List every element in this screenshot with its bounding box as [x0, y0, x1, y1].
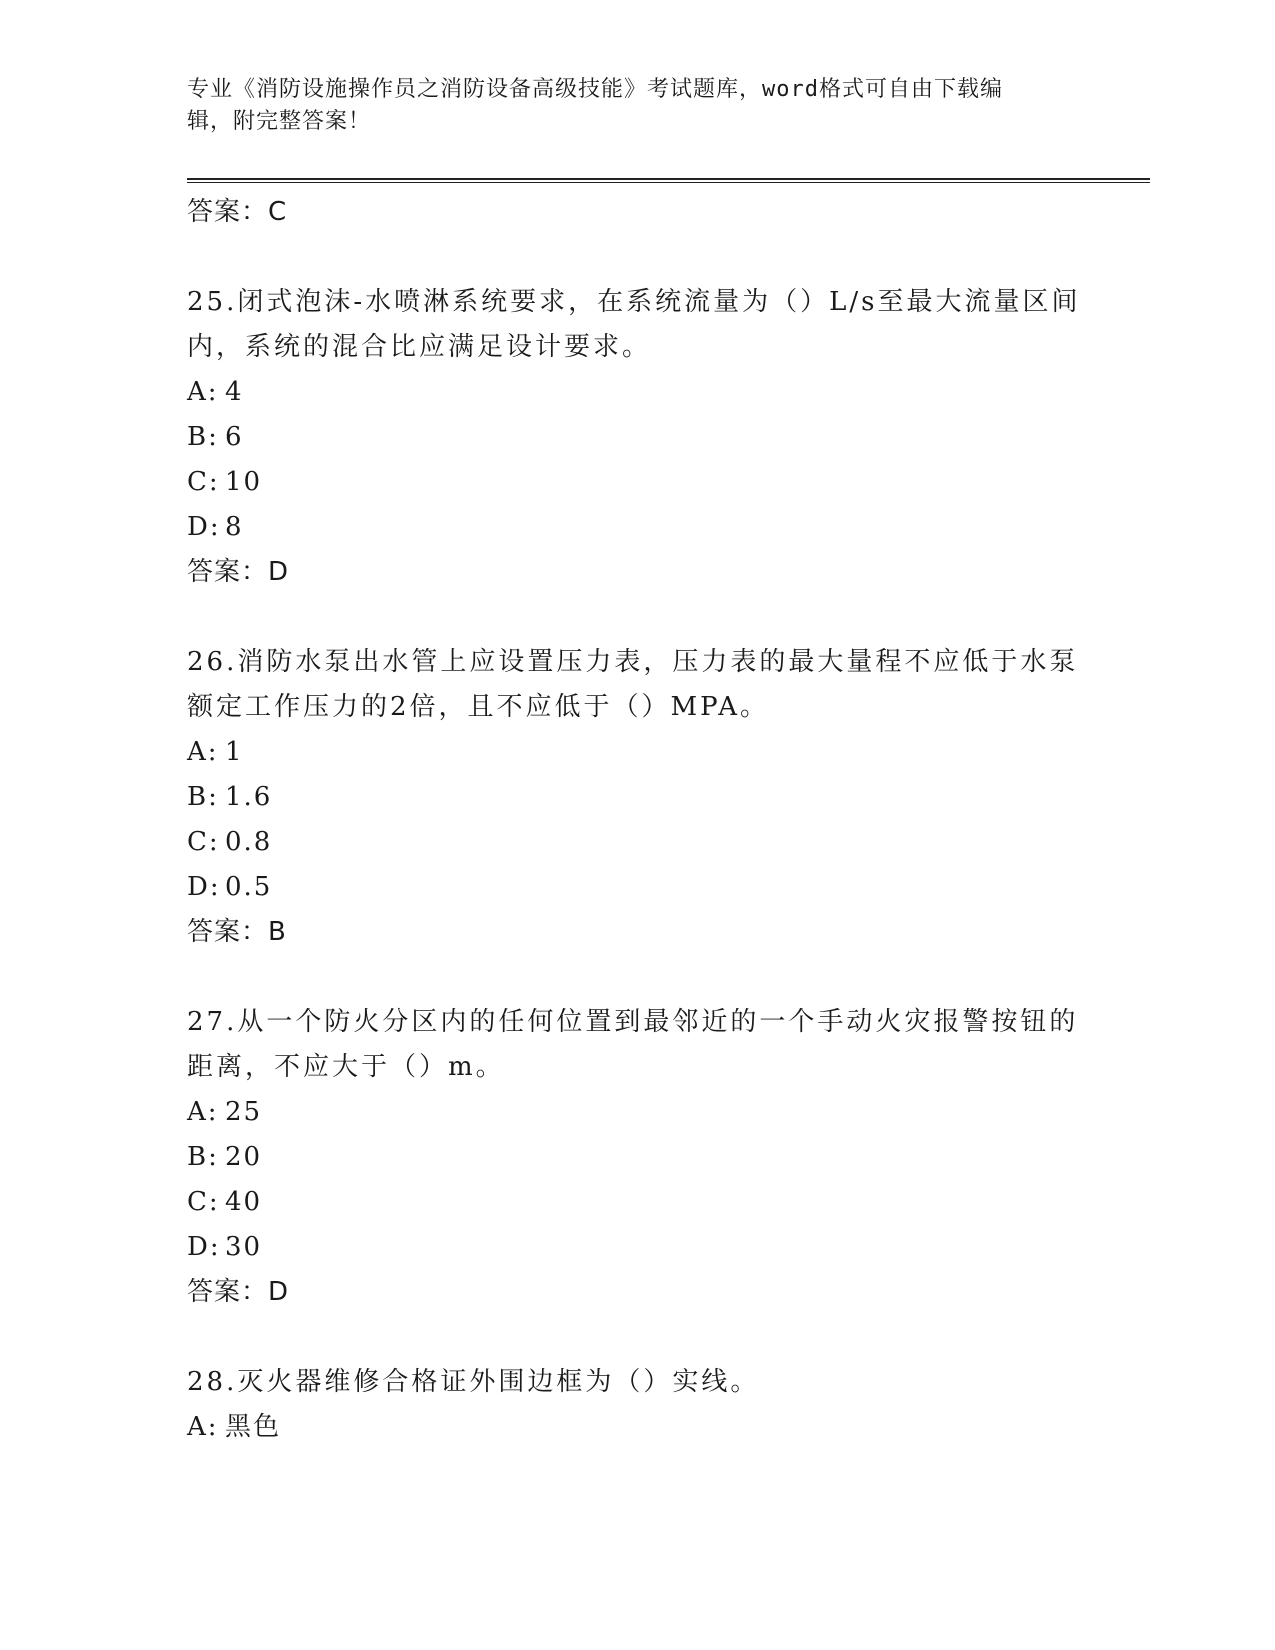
option-b	[187, 415, 1087, 460]
question-28	[187, 1360, 1087, 1405]
option-key: C:	[187, 1187, 220, 1217]
option-text: 8	[225, 512, 244, 542]
option-b	[187, 775, 1087, 820]
question-27	[187, 1000, 1087, 1090]
option-key: D:	[187, 872, 221, 902]
header-line-2: 辑，附完整答案！	[187, 109, 372, 134]
option-key: B:	[187, 782, 219, 812]
answer-line: 答案：D	[187, 557, 290, 587]
option-text: 6	[225, 422, 244, 452]
answer-line: 答案：C	[187, 197, 288, 227]
question-text-line-2: 内，系统的混合比应满足设计要求。	[187, 332, 652, 362]
option-a	[187, 370, 1087, 415]
option-d	[187, 505, 1087, 550]
question-text-line-1: 25.闭式泡沫-水喷淋系统要求，在系统流量为（）L/s至最大流量区间	[187, 287, 1081, 317]
option-key: B:	[187, 1142, 219, 1172]
option-key: C:	[187, 467, 220, 497]
option-text: 0.8	[225, 827, 273, 857]
option-a	[187, 1405, 1087, 1450]
document-header	[187, 74, 1087, 138]
option-text: 40	[225, 1187, 263, 1217]
option-key: D:	[187, 1232, 221, 1262]
header-line-1: 专业《消防设施操作员之消防设备高级技能》考试题库，word格式可自由下载编	[187, 77, 1003, 102]
option-text: 1	[225, 737, 244, 767]
option-text: 25	[225, 1097, 263, 1127]
option-text: 4	[225, 377, 244, 407]
option-text: 20	[225, 1142, 263, 1172]
question-text-line-2: 额定工作压力的2倍，且不应低于（）MPA。	[187, 692, 770, 722]
option-key: A:	[187, 1097, 219, 1127]
question-text-line-1: 26.消防水泵出水管上应设置压力表，压力表的最大量程不应低于水泵	[187, 647, 1079, 677]
option-text: 0.5	[225, 872, 273, 902]
option-key: D:	[187, 512, 221, 542]
answer-line: 答案：B	[187, 917, 287, 947]
question-26	[187, 640, 1087, 730]
question-text-line-2: 距离，不应大于（）m。	[187, 1052, 505, 1082]
question-list	[187, 190, 1087, 1450]
option-key: B:	[187, 422, 219, 452]
option-key: C:	[187, 827, 220, 857]
option-a	[187, 730, 1087, 775]
header-divider	[187, 178, 1150, 183]
option-a	[187, 1090, 1087, 1135]
question-25	[187, 280, 1087, 370]
option-c	[187, 820, 1087, 865]
option-b	[187, 1135, 1087, 1180]
option-key: A:	[187, 737, 219, 767]
option-text: 30	[225, 1232, 263, 1262]
option-d	[187, 1225, 1087, 1270]
question-text-line-1: 27.从一个防火分区内的任何位置到最邻近的一个手动火灾报警按钮的	[187, 1007, 1079, 1037]
option-text: 黑色	[225, 1412, 282, 1442]
option-c	[187, 1180, 1087, 1225]
option-key: A:	[187, 1412, 219, 1442]
option-key: A:	[187, 377, 219, 407]
option-c	[187, 460, 1087, 505]
option-text: 10	[225, 467, 263, 497]
option-d	[187, 865, 1087, 910]
question-text-line-1: 28.灭火器维修合格证外围边框为（）实线。	[187, 1367, 760, 1397]
option-text: 1.6	[225, 782, 273, 812]
answer-line: 答案：D	[187, 1277, 290, 1307]
